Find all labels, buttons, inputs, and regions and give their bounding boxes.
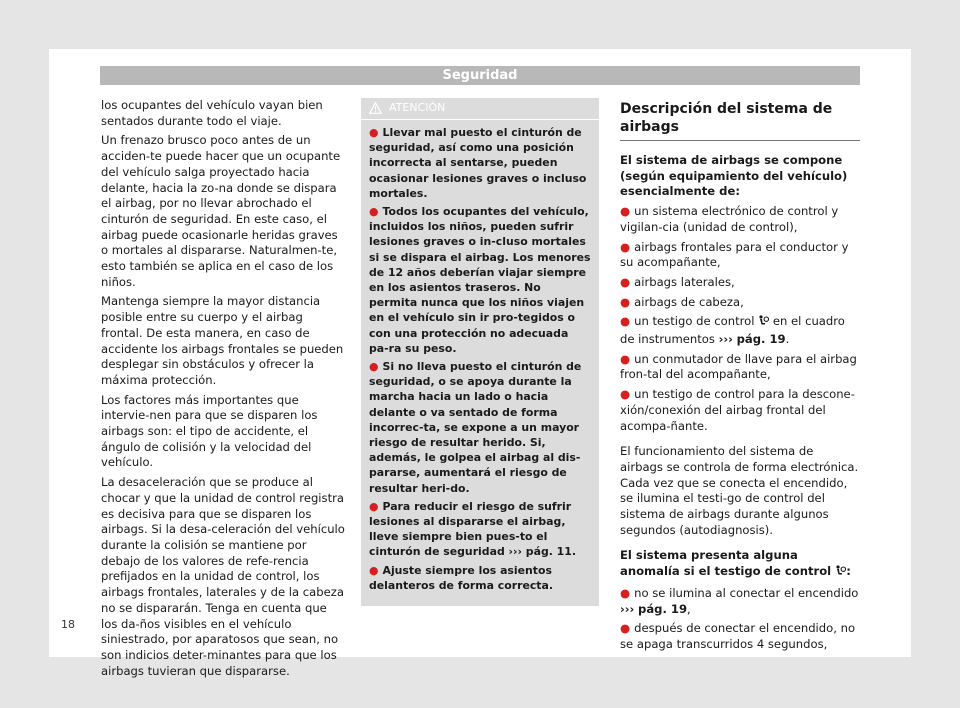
warning-box: [361, 98, 599, 606]
bullet-icon: ●: [620, 314, 631, 329]
paragraph: los ocupantes del vehículo vayan bien sentados durante todo el viaje.: [101, 98, 323, 128]
warning-header: [361, 98, 599, 120]
bullet-icon: ●: [369, 360, 379, 374]
warning-item: [369, 204, 591, 356]
list-item-text: un conmutador de llave para el airbag fron-tal del acompañante,: [620, 351, 857, 382]
page-header: Seguridad: [100, 66, 860, 85]
arrows-icon: ›››: [508, 545, 522, 559]
warning-item: [369, 563, 591, 593]
arrows-icon: ›››: [718, 332, 733, 347]
bullet-icon: ●: [369, 563, 379, 577]
warning-item-text: Llevar mal puesto el cinturón de seguridad, así como una posición incorrecta al sentarse, pueden ocasionar lesiones graves o incluso mortales.: [369, 126, 587, 200]
paragraph: Un frenazo brusco poco antes de un acciden-te puede hacer que un ocupante del vehículo salga proyectado hacia delante, hacia la zo-na donde se dispara el airbag, por no llevar abrochado el cinturón de seguridad. En este caso, el airbag puede ocasionarle heridas graves o mortales al dispararse. Naturalmen-te, esto también se aplica en el caso de los niños.: [101, 133, 341, 289]
bullet-icon: ●: [620, 239, 631, 254]
arrows-icon: ›››: [620, 601, 635, 616]
punctuation: .: [571, 545, 576, 559]
warning-item-text: Para reducir el riesgo de sufrir lesiones al dispararse el airbag, lleve siempre bien pues-to el cinturón de seguridad: [369, 499, 572, 559]
section-intro: El sistema de airbags se compone (según equipamiento del vehículo) esencialmente de:: [620, 153, 848, 199]
list-item-text: un testigo de control: [634, 314, 755, 329]
bullet-icon: ●: [620, 387, 631, 402]
bullet-icon: ●: [620, 204, 631, 219]
warning-title: ATENCIÓN: [389, 101, 446, 114]
list-item-text: airbags frontales para el conductor y su acompañante,: [620, 239, 849, 270]
page-reference-link[interactable]: pág. 19: [638, 601, 688, 616]
list-item-text: en el cuadro de instrumentos: [620, 314, 845, 347]
paragraph: Mantenga siempre la mayor distancia posible entre su cuerpo y el airbag frontal. De esta manera, en caso de accidente los airbags frontales se pueden desplegar sin obstáculos y ofrecer la máxima protección.: [101, 294, 344, 387]
warning-item: [369, 125, 591, 201]
page-number: 18: [61, 618, 75, 631]
warning-item: [369, 359, 591, 496]
bullet-icon: ●: [620, 585, 631, 600]
bullet-icon: ●: [369, 499, 379, 513]
warning-item-text: Si no lleva puesto el cinturón de seguridad, o se apoya durante la marcha hacia un lado o hacia delante o va sentado de forma incorrec-ta, se expone a un mayor riesgo de resultar herido. Si, además, le golpea el airbag al dis-pararse, aumentará el riesgo de resultar heri-do.: [369, 360, 582, 495]
list-item-text: un sistema electrónico de control y vigilan-cia (unidad de control),: [620, 204, 839, 234]
list-item-text: no se ilumina al conectar el encendido: [634, 585, 859, 600]
list-item: [620, 314, 860, 347]
list-item: [620, 295, 860, 311]
paragraph: La desaceleración que se produce al chocar y que la unidad de control registra es decisiva para que se disparen los airbags. Si la desa-celeración del vehículo durante la colisión se mantiene por debajo de los valores de refe-rencia prefijados en la unidad de control, los airbags frontales, laterales y de la cabeza no se dispararán. Tenga en cuenta que los da-ños visibles en el vehículo siniestrado, por aparatosos que sean, no son indicios deter-minantes para que los airbags tuvieran que dispararse.: [101, 475, 345, 678]
warning-list: [361, 120, 599, 593]
bullet-icon: ●: [620, 621, 631, 636]
bullet-icon: ●: [620, 351, 631, 366]
punctuation: :: [846, 564, 851, 579]
punctuation: ,: [687, 601, 691, 616]
bullet-icon: ●: [620, 294, 631, 309]
list-item: [620, 240, 860, 271]
list-item: [620, 204, 860, 235]
column-3: [620, 100, 860, 657]
airbag-warning-icon: [835, 565, 846, 582]
paragraph: El funcionamiento del sistema de airbags se controla de forma electrónica. Cada vez que se conecta el encendido, se ilumina el testi-go de control del sistema de airbags durante algunos segundos (autodiagnosis).: [620, 444, 859, 537]
warning-triangle-icon: [369, 102, 382, 114]
list-item-text: después de conectar el encendido, no se apaga transcurridos 4 segundos,: [620, 621, 856, 651]
list-item: [620, 352, 860, 383]
column-1: [101, 98, 345, 683]
list-item-text: un testigo de control para la descone-xión/conexión del airbag frontal del acompa-ñante.: [620, 387, 855, 433]
list-item: [620, 275, 860, 291]
bullet-icon: ●: [369, 126, 379, 139]
airbag-warning-icon: [758, 315, 769, 332]
anomaly-title-text: El sistema presenta alguna anomalía si el testigo de control: [620, 548, 832, 579]
list-item-text: airbags laterales,: [634, 274, 735, 289]
punctuation: .: [785, 332, 790, 347]
list-item-text: airbags de cabeza,: [634, 294, 744, 309]
warning-item-text: Todos los ocupantes del vehículo, incluidos los niños, pueden sufrir lesiones graves o in-cluso mortales si se dispara el airbag. Los menores de 12 años deberían viajar siempre en los asientos traseros. No permita nunca que los niños viajen en el vehículo sin ir pro-tegidos o con una protección no adecuada pa-ra su peso.: [369, 205, 591, 355]
paragraph: Los factores más importantes que intervie-nen para que se disparen los airbags son: el tipo de accidente, el ángulo de colisión y la velocidad del vehículo.: [101, 392, 318, 470]
bullet-icon: ●: [369, 205, 379, 219]
bullet-icon: ●: [620, 274, 631, 289]
section-title: Descripción del sistema de airbags: [620, 100, 860, 141]
list-item: [620, 387, 860, 434]
anomaly-title: [620, 548, 860, 581]
list-item: [620, 586, 860, 617]
column-2: [361, 98, 599, 606]
page-reference-link[interactable]: pág. 11: [525, 545, 572, 559]
list-item: [620, 621, 860, 652]
page-reference-link[interactable]: pág. 19: [736, 332, 786, 347]
warning-item: [369, 499, 591, 560]
warning-item-text: Ajuste siempre los asientos delanteros de forma correcta.: [369, 563, 554, 592]
